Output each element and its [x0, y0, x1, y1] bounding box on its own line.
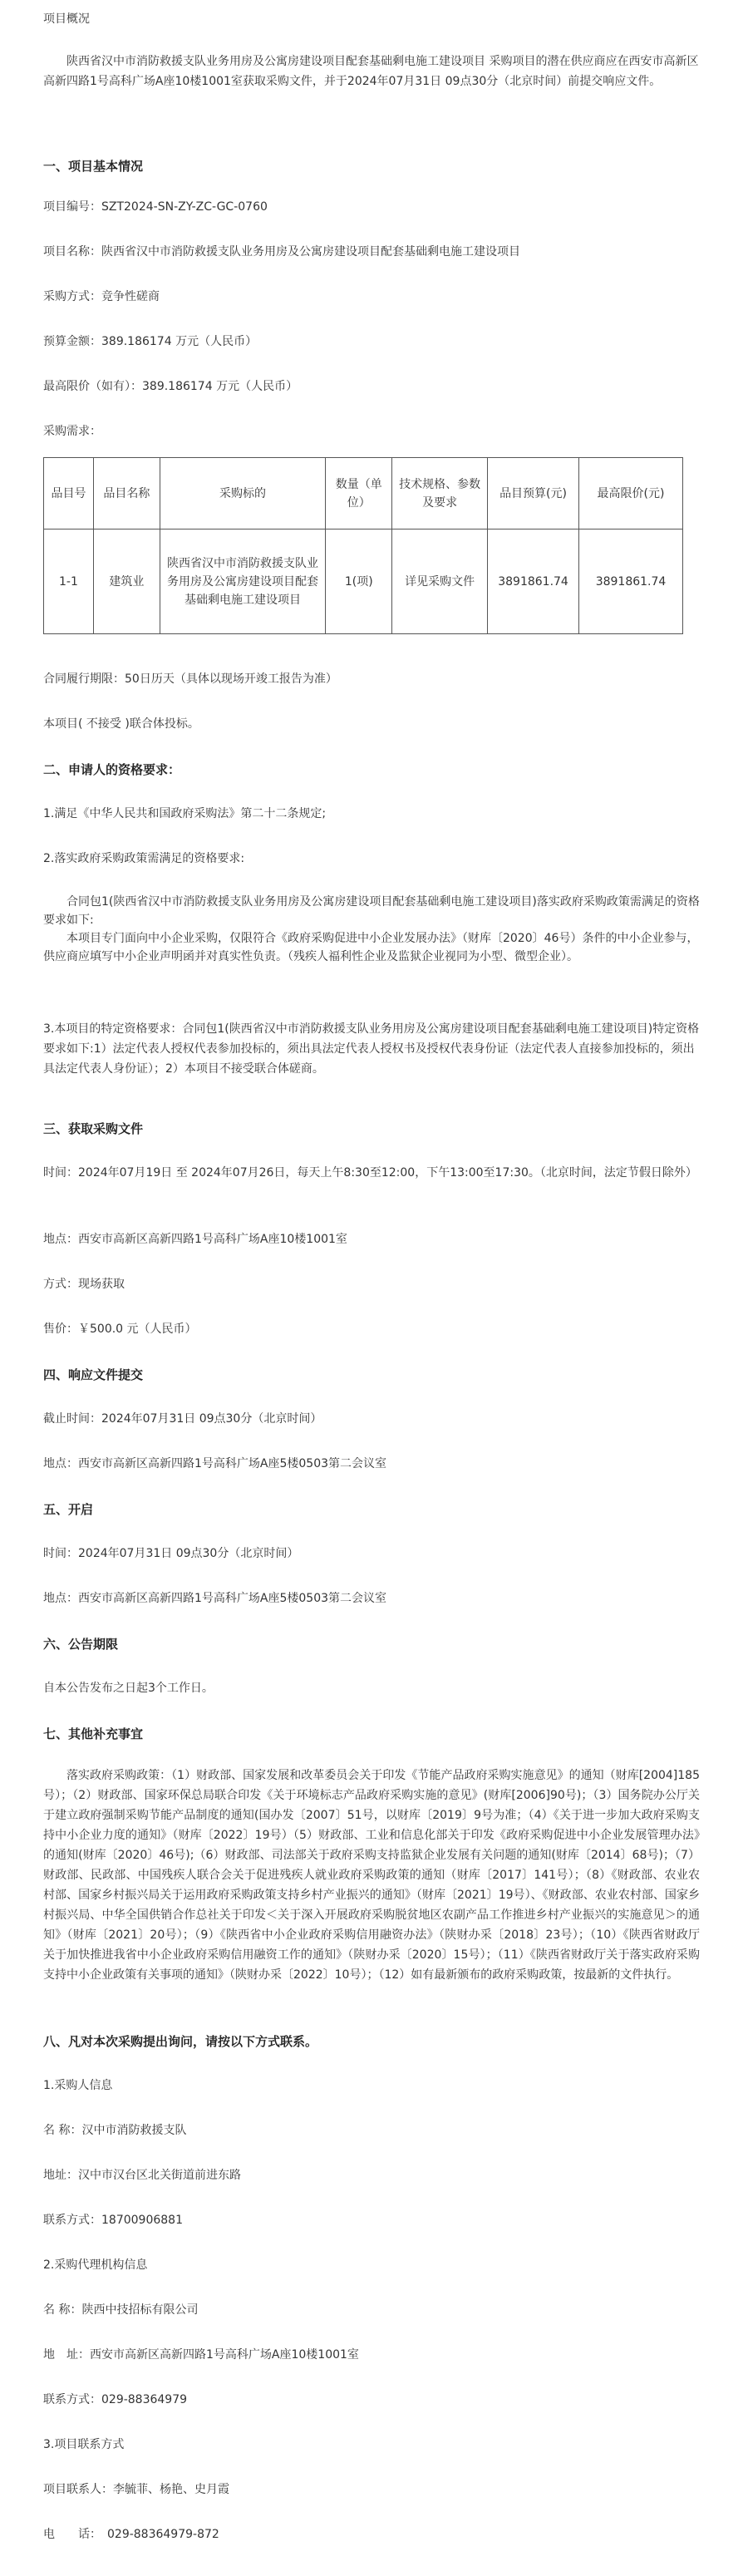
- qualification-2: 2.落实政府采购政策需满足的资格要求:: [43, 852, 245, 865]
- procurement-method: 采购方式：竞争性磋商: [43, 290, 160, 303]
- notice-period: 自本公告发布之日起3个工作日。: [43, 1682, 214, 1695]
- section-6-heading: 六、公告期限: [43, 1637, 119, 1652]
- qualification-2-sme: 本项目专门面向中小企业采购，仅限符合《政府采购促进中小企业发展办法》（财库〔2020〕46号）条件的中小企业参与，供应商应填写中小企业声明函并对真实性负责。（残疾人福利性企业及监狱企业视同为小型、微型企业）。: [43, 932, 699, 963]
- opening-place: 地点：西安市高新区高新四路1号高科广场A座5楼0503第二会议室: [43, 1592, 387, 1605]
- max-price: 最高限价（如有）：389.186174 万元（人民币）: [43, 380, 298, 393]
- qualification-3: 3.本项目的特定资格要求：合同包1(陕西省汉中市消防救援支队业务用房及公寓房建设项目配套基础剩电施工建设项目)特定资格要求如下:1）法定代表人授权代表参加投标的，须出具法定代表人授权书及授权代表身份证（法定代表人直接参加投标的，须出具法定代表人身份证）；2）本项目不接受联合体磋商。: [43, 1022, 700, 1076]
- section-7-heading: 七、其他补充事宜: [43, 1726, 144, 1741]
- table-header-cell: 品目名称: [93, 458, 160, 529]
- section-8-heading: 八、凡对本次采购提出询问，请按以下方式联系。: [43, 2034, 318, 2049]
- table-cell: 1(项): [326, 529, 392, 634]
- buyer-name: 名 称：汉中市消防救援支队: [43, 2124, 187, 2137]
- contract-period: 合同履行期限：50日历天（具体以现场开竣工报告为准）: [43, 672, 337, 686]
- table-row: [44, 529, 683, 634]
- qualification-1: 1.满足《中华人民共和国政府采购法》第二十二条规定;: [43, 807, 327, 820]
- table-cell: 建筑业: [93, 529, 160, 634]
- project-name: 项目名称：陕西省汉中市消防救援支队业务用房及公寓房建设项目配套基础剩电施工建设项目: [43, 245, 520, 259]
- table-header-cell: 技术规格、参数及要求: [392, 458, 488, 529]
- table-cell: 详见采购文件: [392, 529, 488, 634]
- section-1-heading: 一、项目基本情况: [43, 159, 144, 174]
- section-5-heading: 五、开启: [43, 1502, 94, 1517]
- buyer-phone: 联系方式：18700906881: [43, 2214, 183, 2227]
- table-header-cell: 数量（单位）: [326, 458, 392, 529]
- requirements-label: 采购需求：: [43, 425, 101, 438]
- project-contact-phone: 电 话： 029-88364979-872: [43, 2528, 219, 2541]
- project-contact-person: 项目联系人：李毓菲、杨艳、史月霞: [43, 2483, 229, 2496]
- table-cell: 3891861.74: [488, 529, 579, 634]
- table-header-cell: 采购标的: [160, 458, 326, 529]
- buyer-info-title: 1.采购人信息: [43, 2079, 113, 2092]
- agent-info-title: 2.采购代理机构信息: [43, 2258, 148, 2272]
- buyer-address: 地址：汉中市汉台区北关街道前进东路: [43, 2169, 241, 2182]
- opening-time: 时间：2024年07月31日 09点30分（北京时间）: [43, 1547, 299, 1560]
- table-header-cell: 最高限价(元): [579, 458, 683, 529]
- budget-amount: 预算金额：389.186174 万元（人民币）: [43, 335, 258, 348]
- policy-text: 落实政府采购政策：（1）财政部、国家发展和改革委员会关于印发《节能产品政府采购实施意见》的通知（财库[2004]185号）；（2）财政部、国家环保总局联合印发《关于环境标志产品政府采购实施的意见》(财库[2006]90号)；（3）国务院办公厅关于建立政府强制采购节能产品制度的通知(国办发〔2007〕51号，以财库〔2019〕9号为准；（4）《关于进一步加大政府采购支持中小企业力度的通知》（财库〔2022〕19号）（5）财政部、工业和信息化部关于印发《政府采购促进中小企业发展管理办法》的通知(财库〔2020〕46号);（6）财政部、司法部关于政府采购支持监狱企业发展有关问题的通知(财库〔2014〕68号)；（7）财政部、民政部、中国残疾人联合会关于促进残疾人就业政府采购政策的通知（财库〔2017〕141号）；（8）《财政部、农业农村部、国家乡村振兴局关于运用政府采购政策支持乡村产业振兴的通知》（财库〔2021〕19号）、《财政部、农业农村部、国家乡村振兴局、中华全国供销合作总社关于印发＜关于深入开展政府采购脱贫地区农副产品工作推进乡村产业振兴的实施意见＞的通知》（财库〔2021〕20号）；（9）《陕西省中小企业政府采购信用融资办法》（陕财办采〔2018〕23号）；（10）《陕西省财政厅关于加快推进我省中小企业政府采购信用融资工作的通知》（陕财办采〔2020〕15号）；（11）《陕西省财政厅关于落实政府采购支持中小企业政策有关事项的通知》（陕财办采〔2022〕10号）；（12）如有最新颁布的政府采购政策，按最新的文件执行。: [43, 1769, 700, 1982]
- submission-deadline: 截止时间：2024年07月31日 09点30分（北京时间）: [43, 1412, 322, 1426]
- section-2-heading: 二、申请人的资格要求：: [43, 762, 181, 777]
- intro-title: 项目概况: [43, 12, 90, 26]
- table-header-row: [44, 458, 683, 529]
- obtain-place: 地点：西安市高新区高新四路1号高科广场A座10楼1001室: [43, 1233, 347, 1246]
- requirements-table: [43, 457, 683, 634]
- table-header-cell: 品目预算(元): [488, 458, 579, 529]
- obtain-way: 方式：现场获取: [43, 1278, 125, 1291]
- table-cell: 3891861.74: [579, 529, 683, 634]
- agent-address: 地 址：西安市高新区高新四路1号高科广场A座10楼1001室: [43, 2348, 359, 2362]
- consortium-note: 本项目( 不接受 )联合体投标。: [43, 717, 199, 731]
- intro-body: 陕西省汉中市消防救援支队业务用房及公寓房建设项目配套基础剩电施工建设项目 采购项目的潜在供应商应在西安市高新区高新四路1号高科广场A座10楼1001室获取采购文件，并于2024年07月31日 09点30分（北京时间）前提交响应文件。: [43, 55, 699, 88]
- table-header-cell: 品目号: [44, 458, 94, 529]
- document-price: 售价：￥500.0 元（人民币）: [43, 1322, 197, 1336]
- qualification-2-package: 合同包1(陕西省汉中市消防救援支队业务用房及公寓房建设项目配套基础剩电施工建设项目)落实政府采购政策需满足的资格要求如下:: [43, 895, 700, 927]
- table-cell: 陕西省汉中市消防救援支队业务用房及公寓房建设项目配套基础剩电施工建设项目: [160, 529, 326, 634]
- agent-name: 名 称：陕西中技招标有限公司: [43, 2303, 199, 2317]
- agent-phone: 联系方式：029-88364979: [43, 2393, 188, 2406]
- submission-place: 地点：西安市高新区高新四路1号高科广场A座5楼0503第二会议室: [43, 1457, 387, 1470]
- obtain-time: 时间：2024年07月19日 至 2024年07月26日，每天上午8:30至12:00，下午13:00至17:30。（北京时间，法定节假日除外）: [43, 1166, 697, 1180]
- section-3-heading: 三、获取采购文件: [43, 1121, 144, 1136]
- project-number: 项目编号：SZT2024-SN-ZY-ZC-GC-0760: [43, 200, 268, 214]
- project-contact-title: 3.项目联系方式: [43, 2438, 125, 2451]
- section-4-heading: 四、响应文件提交: [43, 1367, 144, 1382]
- table-cell: 1-1: [44, 529, 94, 634]
